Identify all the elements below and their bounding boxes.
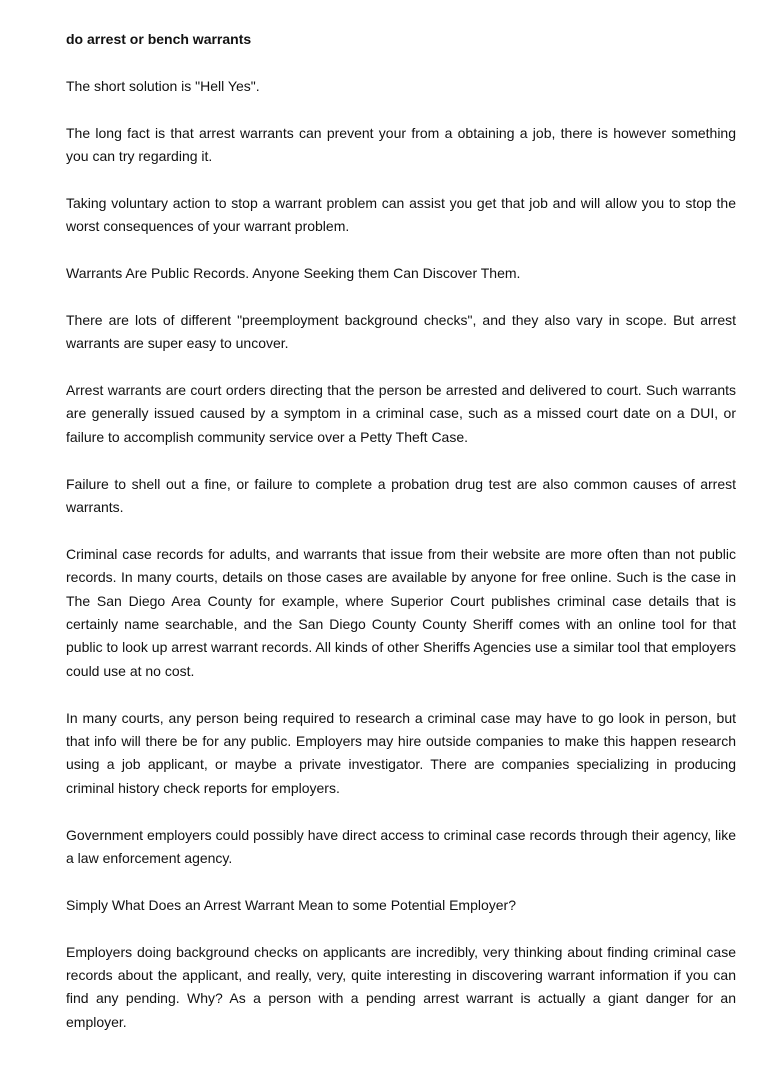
paragraph: Simply What Does an Arrest Warrant Mean to some Potential Employer? (66, 896, 516, 913)
paragraph: Government employers could possibly have direct access to criminal case records through their agency, like a law enforcement agency. (66, 826, 736, 867)
paragraph: Warrants Are Public Records. Anyone Seeking them Can Discover Them. (66, 265, 521, 281)
paragraph: Arrest warrants are court orders directing that the person be arrested and delivered to court. Such warrants are generally issued caused by a symptom in a criminal case, such as a missed court date on a DUI, or failure to accomplish community service over a Petty Theft Case. (66, 382, 736, 445)
paragraph: Failure to shell out a fine, or failure to complete a probation drug test are also common causes of arrest warrants. (66, 475, 736, 516)
paragraph: There are lots of different "preemployment background checks", and they also vary in scope. But arrest warrants are super easy to uncover. (66, 311, 736, 352)
paragraph: Employers doing background checks on applicants are incredibly, very thinking about finding criminal case records about the applicant, and really, very, quite interesting in discovering warrant information if you can find any pending. Why? As a person with a pending arrest warrant is actually a giant danger for an employer. (66, 943, 736, 1030)
paragraph: In many courts, any person being required to research a criminal case may have to go look in person, but that info will there be for any public. Employers may hire outside companies to make this happen research using a job applicant, or maybe a private investigator. There are companies specializing in producing criminal history check reports for employers. (66, 709, 736, 796)
paragraph: Criminal case records for adults, and warrants that issue from their website are more often than not public records. In many courts, details on those cases are available by anyone for free online. Such is the case in The San Diego Area County for example, where Superior Court publishes criminal case details that is certainly name searchable, and the San Diego County County Sheriff comes with an online tool for that public to look up arrest warrant records. All kinds of other Sheriffs Agencies use a similar tool that employers could use at no cost. (66, 545, 736, 679)
paragraph: Taking voluntary action to stop a warrant problem can assist you get that job and will allow you to stop the worst consequences of your warrant problem. (66, 194, 736, 235)
document-title: do arrest or bench warrants (66, 31, 252, 47)
paragraph: The short solution is "Hell Yes". (66, 77, 260, 94)
document-page (66, 28, 736, 1058)
paragraph: The long fact is that arrest warrants can prevent your from a obtaining a job, there is however something you can try regarding it. (66, 124, 736, 164)
